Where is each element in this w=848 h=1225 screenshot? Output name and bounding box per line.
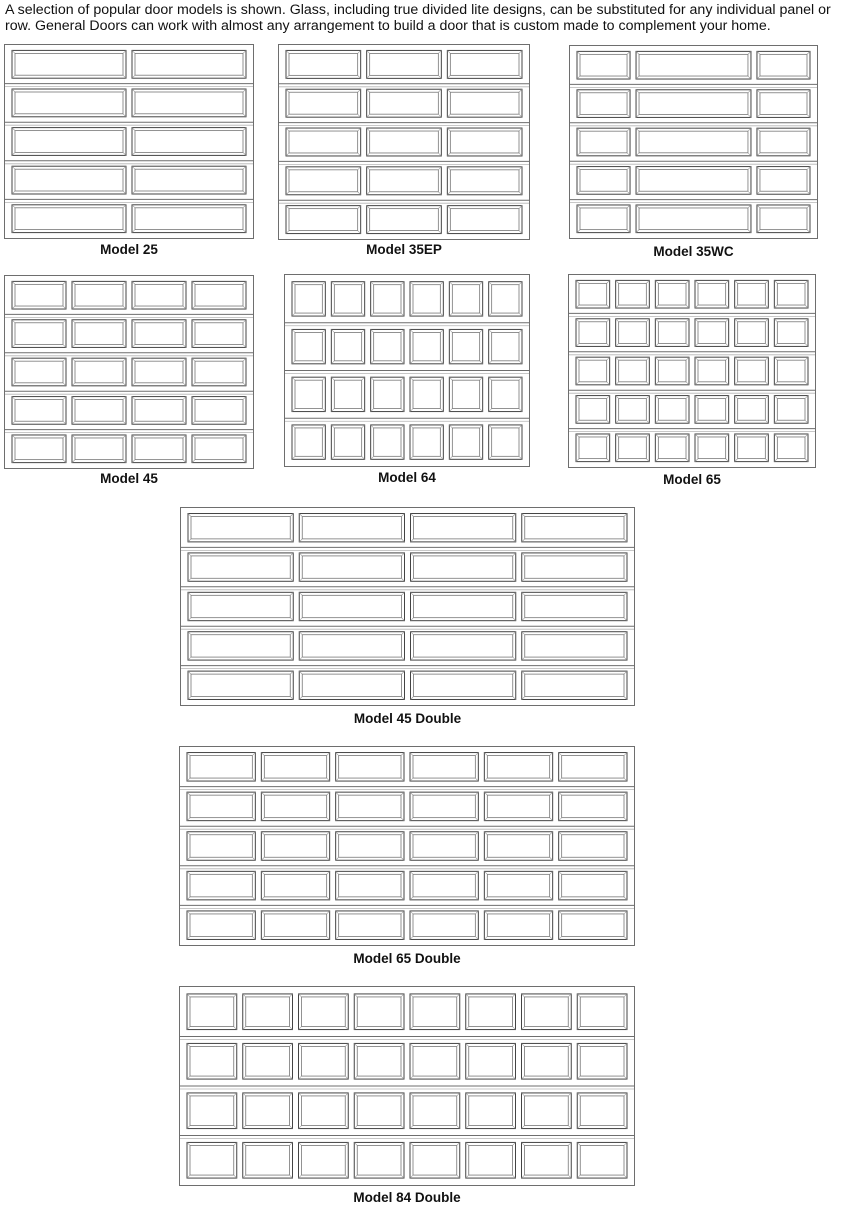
raised-panel (192, 435, 246, 463)
raised-panel (187, 753, 255, 782)
raised-panel (655, 434, 689, 462)
raised-panel (411, 553, 516, 581)
raised-panel (576, 434, 610, 462)
raised-panel (286, 50, 361, 78)
raised-panel (188, 514, 293, 542)
raised-panel (187, 792, 255, 821)
raised-panel (655, 319, 689, 347)
raised-panel (577, 994, 627, 1030)
raised-panel (489, 425, 522, 459)
raised-panel (367, 89, 442, 117)
raised-panel (12, 320, 66, 348)
model-caption: Model 35EP (366, 242, 442, 257)
raised-panel (484, 911, 552, 940)
raised-panel (336, 871, 404, 900)
raised-panel (577, 1142, 627, 1178)
raised-panel (132, 435, 186, 463)
raised-panel (292, 329, 325, 363)
raised-panel (132, 205, 246, 233)
raised-panel (188, 592, 293, 620)
raised-panel (367, 128, 442, 156)
raised-panel (132, 397, 186, 425)
raised-panel (695, 434, 729, 462)
model-caption: Model 45 Double (353, 711, 462, 726)
raised-panel (410, 425, 443, 459)
raised-panel (132, 320, 186, 348)
raised-panel (72, 281, 126, 309)
raised-panel (192, 281, 246, 309)
raised-panel (286, 128, 361, 156)
raised-panel (187, 1142, 237, 1178)
door-svg (285, 275, 529, 466)
raised-panel (132, 358, 186, 386)
door-svg (180, 747, 634, 945)
raised-panel (522, 1142, 572, 1178)
raised-panel (188, 671, 293, 699)
raised-panel (243, 1093, 293, 1129)
raised-panel (331, 377, 364, 411)
raised-panel (559, 753, 627, 782)
raised-panel (410, 1043, 460, 1079)
raised-panel (636, 51, 751, 79)
raised-panel (695, 280, 729, 308)
raised-panel (559, 792, 627, 821)
raised-panel (72, 435, 126, 463)
raised-panel (774, 396, 808, 424)
raised-panel (243, 1043, 293, 1079)
raised-panel (695, 396, 729, 424)
raised-panel (636, 128, 751, 156)
raised-panel (261, 792, 329, 821)
door-drawing-model-65 (568, 274, 816, 468)
door-svg (5, 276, 253, 468)
raised-panel (577, 205, 630, 233)
raised-panel (331, 329, 364, 363)
raised-panel (466, 1142, 516, 1178)
raised-panel (577, 51, 630, 79)
raised-panel (192, 320, 246, 348)
raised-panel (299, 553, 404, 581)
raised-panel (72, 358, 126, 386)
raised-panel (616, 280, 650, 308)
raised-panel (559, 911, 627, 940)
raised-panel (292, 377, 325, 411)
raised-panel (410, 377, 443, 411)
raised-panel (411, 632, 516, 660)
raised-panel (577, 128, 630, 156)
raised-panel (188, 632, 293, 660)
raised-panel (449, 329, 482, 363)
raised-panel (410, 832, 478, 861)
raised-panel (447, 50, 522, 78)
raised-panel (72, 320, 126, 348)
raised-panel (735, 319, 769, 347)
raised-panel (299, 1043, 349, 1079)
raised-panel (522, 1043, 572, 1079)
raised-panel (292, 425, 325, 459)
raised-panel (559, 832, 627, 861)
raised-panel (774, 357, 808, 385)
raised-panel (522, 514, 627, 542)
raised-panel (522, 671, 627, 699)
raised-panel (559, 871, 627, 900)
raised-panel (576, 357, 610, 385)
raised-panel (655, 280, 689, 308)
raised-panel (576, 396, 610, 424)
model-caption: Model 35WC (653, 244, 734, 259)
raised-panel (484, 871, 552, 900)
raised-panel (484, 832, 552, 861)
raised-panel (447, 167, 522, 195)
door-svg (181, 508, 634, 705)
raised-panel (522, 592, 627, 620)
raised-panel (774, 434, 808, 462)
raised-panel (484, 753, 552, 782)
raised-panel (132, 89, 246, 117)
raised-panel (522, 1093, 572, 1129)
raised-panel (757, 205, 810, 233)
raised-panel (12, 435, 66, 463)
raised-panel (447, 128, 522, 156)
door-drawing-model-45-double (180, 507, 635, 706)
raised-panel (636, 167, 751, 195)
raised-panel (12, 281, 66, 309)
raised-panel (466, 1093, 516, 1129)
raised-panel (695, 357, 729, 385)
raised-panel (411, 592, 516, 620)
raised-panel (243, 994, 293, 1030)
raised-panel (132, 281, 186, 309)
door-drawing-model-65-double (179, 746, 635, 946)
raised-panel (286, 89, 361, 117)
raised-panel (447, 206, 522, 234)
raised-panel (367, 50, 442, 78)
model-caption: Model 84 Double (353, 1190, 461, 1205)
raised-panel (616, 319, 650, 347)
model-caption: Model 25 (100, 242, 158, 257)
raised-panel (243, 1142, 293, 1178)
raised-panel (354, 994, 404, 1030)
raised-panel (188, 553, 293, 581)
raised-panel (299, 632, 404, 660)
raised-panel (132, 166, 246, 194)
raised-panel (261, 871, 329, 900)
raised-panel (774, 280, 808, 308)
model-caption: Model 45 (100, 471, 158, 486)
raised-panel (577, 1043, 627, 1079)
raised-panel (757, 128, 810, 156)
raised-panel (449, 377, 482, 411)
raised-panel (261, 753, 329, 782)
model-caption: Model 64 (378, 470, 436, 485)
raised-panel (636, 205, 751, 233)
raised-panel (132, 128, 246, 156)
raised-panel (299, 1093, 349, 1129)
raised-panel (371, 377, 404, 411)
raised-panel (187, 1093, 237, 1129)
raised-panel (735, 280, 769, 308)
raised-panel (466, 994, 516, 1030)
raised-panel (12, 128, 126, 156)
raised-panel (411, 514, 516, 542)
raised-panel (72, 397, 126, 425)
raised-panel (132, 50, 246, 78)
raised-panel (522, 553, 627, 581)
raised-panel (410, 994, 460, 1030)
raised-panel (410, 1142, 460, 1178)
raised-panel (449, 282, 482, 316)
raised-panel (12, 89, 126, 117)
raised-panel (449, 425, 482, 459)
raised-panel (261, 832, 329, 861)
raised-panel (192, 358, 246, 386)
raised-panel (411, 671, 516, 699)
raised-panel (489, 282, 522, 316)
raised-panel (466, 1043, 516, 1079)
raised-panel (187, 871, 255, 900)
door-svg (180, 987, 634, 1185)
raised-panel (367, 206, 442, 234)
raised-panel (757, 51, 810, 79)
raised-panel (367, 167, 442, 195)
raised-panel (299, 671, 404, 699)
raised-panel (12, 50, 126, 78)
raised-panel (410, 911, 478, 940)
raised-panel (336, 911, 404, 940)
raised-panel (447, 89, 522, 117)
door-drawing-model-84-double (179, 986, 635, 1186)
raised-panel (577, 167, 630, 195)
door-drawing-model-45 (4, 275, 254, 469)
door-svg (570, 46, 817, 238)
raised-panel (616, 357, 650, 385)
model-caption: Model 65 (663, 472, 721, 487)
raised-panel (299, 592, 404, 620)
raised-panel (371, 329, 404, 363)
door-drawing-model-25 (4, 44, 254, 239)
raised-panel (774, 319, 808, 347)
raised-panel (484, 792, 552, 821)
model-caption: Model 65 Double (353, 951, 461, 966)
raised-panel (735, 434, 769, 462)
raised-panel (187, 832, 255, 861)
raised-panel (286, 206, 361, 234)
raised-panel (576, 319, 610, 347)
door-svg (279, 45, 529, 239)
raised-panel (522, 994, 572, 1030)
raised-panel (616, 396, 650, 424)
raised-panel (735, 396, 769, 424)
raised-panel (354, 1093, 404, 1129)
raised-panel (757, 90, 810, 118)
raised-panel (410, 792, 478, 821)
raised-panel (636, 90, 751, 118)
raised-panel (410, 1093, 460, 1129)
raised-panel (410, 871, 478, 900)
raised-panel (410, 329, 443, 363)
raised-panel (489, 377, 522, 411)
raised-panel (616, 434, 650, 462)
raised-panel (261, 911, 329, 940)
raised-panel (371, 425, 404, 459)
raised-panel (299, 1142, 349, 1178)
raised-panel (577, 90, 630, 118)
raised-panel (12, 397, 66, 425)
raised-panel (695, 319, 729, 347)
raised-panel (354, 1142, 404, 1178)
raised-panel (410, 282, 443, 316)
raised-panel (187, 1043, 237, 1079)
door-drawing-model-35wc (569, 45, 818, 239)
raised-panel (331, 282, 364, 316)
door-svg (5, 45, 253, 238)
door-drawing-model-64 (284, 274, 530, 467)
raised-panel (410, 753, 478, 782)
raised-panel (655, 396, 689, 424)
raised-panel (371, 282, 404, 316)
raised-panel (576, 280, 610, 308)
raised-panel (577, 1093, 627, 1129)
intro-text: A selection of popular door models is shown. Glass, including true divided lite designs, can be substituted for any individual panel or row. General Doors can work with almost any arrangement to build a door that is custom made to complement your home. (5, 2, 831, 34)
raised-panel (286, 167, 361, 195)
raised-panel (336, 792, 404, 821)
raised-panel (489, 329, 522, 363)
raised-panel (354, 1043, 404, 1079)
raised-panel (187, 994, 237, 1030)
raised-panel (12, 358, 66, 386)
raised-panel (187, 911, 255, 940)
door-svg (569, 275, 815, 467)
raised-panel (192, 397, 246, 425)
raised-panel (655, 357, 689, 385)
raised-panel (336, 832, 404, 861)
raised-panel (336, 753, 404, 782)
raised-panel (12, 166, 126, 194)
raised-panel (292, 282, 325, 316)
raised-panel (299, 514, 404, 542)
raised-panel (757, 167, 810, 195)
raised-panel (299, 994, 349, 1030)
raised-panel (12, 205, 126, 233)
door-drawing-model-35ep (278, 44, 530, 240)
raised-panel (331, 425, 364, 459)
raised-panel (522, 632, 627, 660)
raised-panel (735, 357, 769, 385)
